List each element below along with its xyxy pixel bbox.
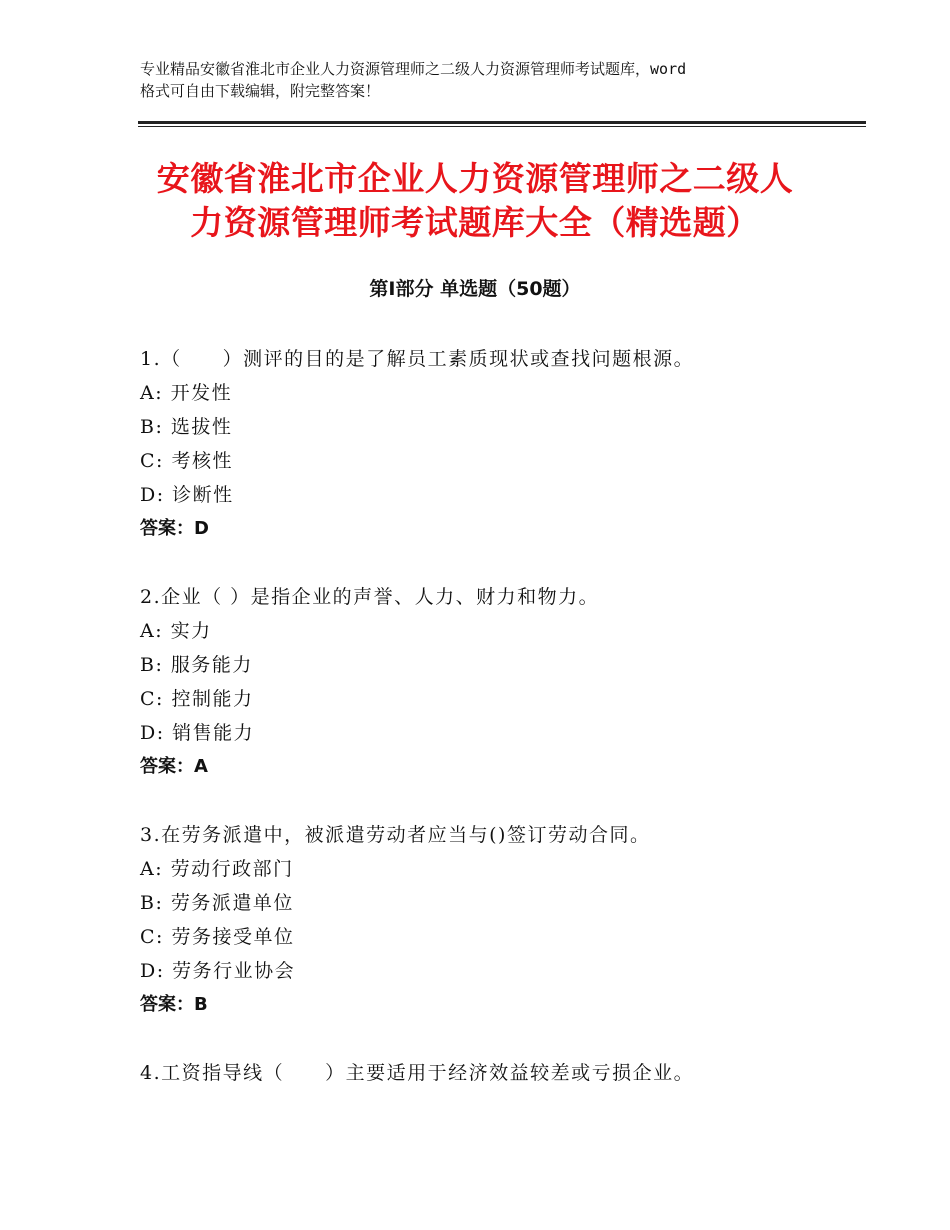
question-list	[140, 342, 860, 1124]
answer: 答案：D	[140, 518, 209, 539]
header-note	[140, 58, 830, 102]
option-b: B: 劳务派遣单位	[140, 892, 294, 914]
option-a: A: 实力	[140, 620, 212, 642]
option-c: C: 劳务接受单位	[140, 926, 295, 948]
document-title-line: 安徽省淮北市企业人力资源管理师之二级人	[156, 159, 794, 198]
header-divider-thick	[138, 121, 866, 124]
option-c: C: 控制能力	[140, 688, 254, 710]
option-b: B: 服务能力	[140, 654, 253, 676]
option-a: A: 开发性	[140, 382, 233, 404]
question-text: 3.在劳务派遣中，被派遣劳动者应当与()签订劳动合同。	[140, 824, 651, 846]
option-a: A: 劳动行政部门	[140, 858, 294, 880]
question-text: 4.工资指导线（ ）主要适用于经济效益较差或亏损企业。	[140, 1062, 695, 1084]
header-note-line: 格式可自由下载编辑，附完整答案！	[140, 82, 381, 100]
question-item	[140, 818, 860, 1022]
question-item	[140, 580, 860, 784]
answer: 答案：A	[140, 756, 208, 777]
header-note-line: 专业精品安徽省淮北市企业人力资源管理师之二级人力资源管理师考试题库，word	[140, 60, 687, 78]
question-text: 2.企业（ ）是指企业的声誉、人力、财力和物力。	[140, 586, 600, 608]
section-heading: 第Ⅰ部分 单选题（50题）	[369, 278, 581, 300]
option-d: D: 诊断性	[140, 484, 234, 506]
option-b: B: 选拔性	[140, 416, 233, 438]
document-title	[120, 157, 830, 245]
header-divider-thin	[138, 126, 866, 127]
answer: 答案：B	[140, 994, 208, 1015]
option-c: C: 考核性	[140, 450, 233, 472]
option-d: D: 劳务行业协会	[140, 960, 296, 982]
question-item	[140, 342, 860, 546]
question-text: 1.（ ）测评的目的是了解员工素质现状或查找问题根源。	[140, 348, 695, 370]
option-d: D: 销售能力	[140, 722, 255, 744]
question-item	[140, 1056, 860, 1090]
document-title-line: 力资源管理师考试题库大全（精选题）	[190, 203, 760, 242]
